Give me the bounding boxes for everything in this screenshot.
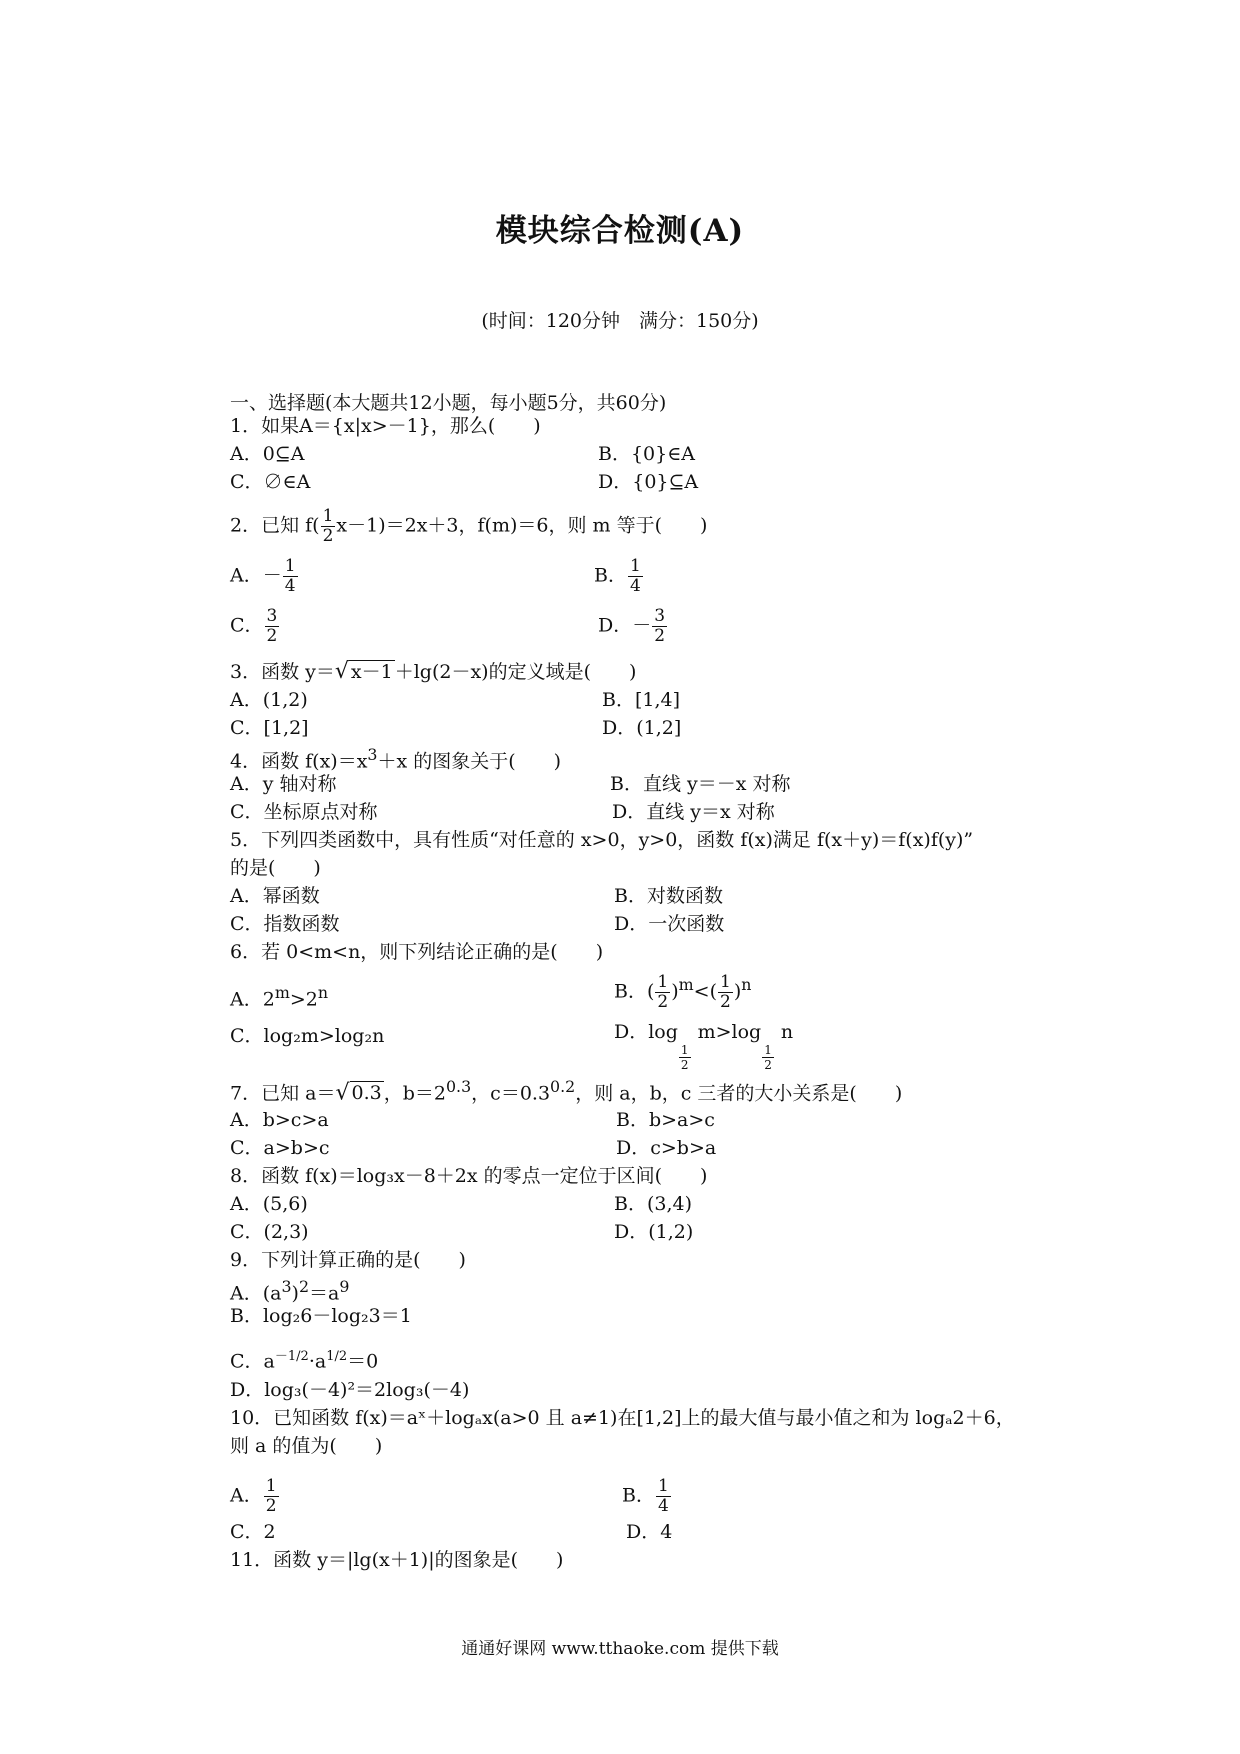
option-label: A．－ bbox=[230, 564, 282, 587]
option-text: <( bbox=[693, 980, 717, 1003]
question-9-option-a bbox=[230, 1278, 349, 1304]
question-2-option-b bbox=[594, 558, 644, 595]
option-label: B． bbox=[594, 564, 627, 587]
question-10-stem-line-2: 则 a 的值为( ) bbox=[230, 1435, 383, 1457]
question-2-option-d bbox=[598, 608, 668, 645]
question-5-option-d: D．一次函数 bbox=[614, 913, 725, 935]
question-8-stem: 8．函数 f(x)＝log₃x－8＋2x 的零点一定位于区间( ) bbox=[230, 1165, 708, 1187]
fraction-denominator: 2 bbox=[680, 1058, 689, 1072]
question-3-option-c: C．[1,2] bbox=[230, 717, 309, 739]
question-4-option-a: A．y 轴对称 bbox=[230, 773, 337, 795]
question-1-stem: 1．如果A＝{x|x>－1}，那么( ) bbox=[230, 415, 541, 437]
question-7-stem-pre: 7．已知 a＝ bbox=[230, 1082, 336, 1105]
paren: ) bbox=[733, 980, 742, 1003]
log-base-fraction bbox=[762, 1044, 774, 1071]
question-3-stem-post: ＋lg(2－x)的定义域是( ) bbox=[394, 661, 637, 683]
option-text: ·a bbox=[308, 1350, 327, 1373]
fraction bbox=[655, 974, 670, 1011]
log-base-fraction bbox=[679, 1044, 691, 1071]
question-9-stem: 9．下列计算正确的是( ) bbox=[230, 1249, 466, 1271]
question-7-stem-text: ，b＝2 bbox=[383, 1082, 446, 1105]
option-text: C．a bbox=[230, 1350, 275, 1373]
fraction bbox=[628, 558, 643, 595]
question-4-option-b: B．直线 y＝－x 对称 bbox=[610, 773, 791, 795]
question-3-option-b: B．[1,4] bbox=[602, 689, 681, 711]
fraction-numerator: 1 bbox=[629, 556, 641, 576]
section-heading: 一、选择题(本大题共12小题，每小题5分，共60分) bbox=[230, 392, 667, 414]
fraction-numerator: 1 bbox=[322, 506, 334, 526]
question-3-stem bbox=[230, 660, 636, 684]
exponent: 3 bbox=[281, 1277, 292, 1296]
question-7-stem-post: ，则 a，b，c 三者的大小关系是( ) bbox=[575, 1082, 903, 1105]
option-text: ) bbox=[291, 1282, 299, 1305]
question-10-option-c: C．2 bbox=[230, 1521, 276, 1543]
exponent: n bbox=[741, 975, 752, 995]
fraction-denominator: 4 bbox=[284, 576, 296, 596]
option-text: >2 bbox=[289, 988, 318, 1011]
fraction-numerator: 3 bbox=[266, 606, 278, 626]
fraction-numerator: 1 bbox=[657, 1476, 669, 1496]
fraction-denominator: 2 bbox=[657, 992, 669, 1012]
question-9-option-d: D．log₃(－4)²＝2log₃(－4) bbox=[230, 1379, 470, 1401]
question-10-option-b bbox=[622, 1478, 672, 1515]
question-8-option-d: D．(1,2) bbox=[614, 1221, 694, 1243]
question-7-option-a: A．b>c>a bbox=[230, 1109, 329, 1131]
question-10-option-a bbox=[230, 1478, 280, 1515]
fraction-numerator: 1 bbox=[720, 972, 731, 992]
fraction bbox=[652, 608, 667, 645]
question-4-stem-pre: 4．函数 f(x)＝x bbox=[230, 750, 368, 773]
option-text: A．2 bbox=[230, 988, 275, 1011]
fraction-numerator: 1 bbox=[657, 972, 669, 992]
exponent: m bbox=[678, 975, 694, 995]
question-2-stem bbox=[230, 508, 707, 545]
question-9-option-b: B．log₂6－log₂3＝1 bbox=[230, 1305, 412, 1327]
fraction-denominator: 2 bbox=[654, 626, 666, 646]
question-2-stem-pre: 2．已知 f( bbox=[230, 514, 320, 537]
question-8-option-b: B．(3,4) bbox=[614, 1193, 693, 1215]
question-5-option-a: A．幂函数 bbox=[230, 885, 320, 907]
exam-info: (时间：120分钟 满分：150分) bbox=[481, 310, 759, 332]
option-text: m>log bbox=[691, 1021, 762, 1043]
question-7-option-d: D．c>b>a bbox=[616, 1137, 717, 1159]
fraction-denominator: 2 bbox=[266, 626, 278, 646]
exponent: m bbox=[274, 983, 290, 1002]
question-8-option-a: A．(5,6) bbox=[230, 1193, 308, 1215]
option-text: n bbox=[774, 1021, 794, 1043]
question-6-option-c: C．log₂m>log₂n bbox=[230, 1025, 385, 1047]
question-3-option-d: D．(1,2] bbox=[602, 717, 682, 739]
fraction bbox=[718, 974, 733, 1011]
option-text: ＝0 bbox=[347, 1350, 379, 1373]
fraction-denominator: 4 bbox=[629, 576, 641, 596]
question-7-option-b: B．b>a>c bbox=[616, 1109, 715, 1131]
question-6-option-b bbox=[614, 974, 751, 1011]
question-6-stem: 6．若 0<m<n，则下列结论正确的是( ) bbox=[230, 941, 604, 963]
fraction-numerator: 1 bbox=[764, 1043, 772, 1057]
question-2-stem-post: x－1)＝2x＋3，f(m)＝6，则 m 等于( ) bbox=[336, 514, 708, 537]
exponent: 9 bbox=[339, 1277, 350, 1296]
fraction-denominator: 2 bbox=[764, 1058, 772, 1072]
radical-sign: √ bbox=[335, 1080, 350, 1106]
fraction bbox=[656, 1478, 671, 1515]
question-4-stem-post: ＋x 的图象关于( ) bbox=[377, 750, 562, 773]
exponent: n bbox=[317, 983, 329, 1002]
fraction bbox=[264, 1478, 279, 1515]
question-3-stem-pre: 3．函数 y＝ bbox=[230, 661, 335, 683]
exponent: 3 bbox=[367, 745, 378, 764]
question-3-option-a: A．(1,2) bbox=[230, 689, 308, 711]
option-label: A． bbox=[230, 1484, 263, 1507]
question-4-option-c: C．坐标原点对称 bbox=[230, 801, 378, 823]
fraction-numerator: 1 bbox=[680, 1043, 689, 1057]
question-4-option-d: D．直线 y＝x 对称 bbox=[612, 801, 775, 823]
page-title: 模块综合检测(A) bbox=[495, 213, 745, 249]
question-7-stem bbox=[230, 1078, 902, 1106]
question-9-option-c bbox=[230, 1350, 378, 1372]
question-11-stem: 11．函数 y＝|lg(x＋1)|的图象是( ) bbox=[230, 1549, 564, 1571]
question-10-stem-line-1: 10．已知函数 f(x)＝aˣ＋logₐx(a>0 且 a≠1)在[1,2]上的最大值与最小值之和为 logₐ2＋6， bbox=[230, 1407, 1015, 1429]
question-7-option-c: C．a>b>c bbox=[230, 1137, 330, 1159]
question-1-option-d: D．{0}⊆A bbox=[598, 471, 699, 493]
option-label: B． bbox=[622, 1484, 655, 1507]
question-1-option-c: C．∅∈A bbox=[230, 471, 311, 493]
exponent: 0.2 bbox=[550, 1077, 576, 1096]
question-7-stem-text: ，c＝0.3 bbox=[471, 1082, 551, 1105]
fraction-numerator: 3 bbox=[654, 606, 666, 626]
question-5-stem-line-1: 5．下列四类函数中，具有性质“对任意的 x>0，y>0，函数 f(x)满足 f(x＋y)＝f(x)f(y)” bbox=[230, 829, 974, 851]
paren: ( bbox=[646, 980, 655, 1003]
exponent: －1/2 bbox=[274, 1349, 309, 1364]
option-label: C． bbox=[230, 614, 264, 637]
option-label: D．－ bbox=[598, 614, 652, 637]
radicand: 0.3 bbox=[351, 1082, 382, 1105]
option-text: ＝a bbox=[309, 1282, 340, 1305]
fraction bbox=[265, 608, 280, 645]
question-6-option-d bbox=[614, 1022, 793, 1071]
fraction bbox=[321, 508, 336, 545]
exponent: 1/2 bbox=[326, 1349, 348, 1364]
question-5-stem-line-2: 的是( ) bbox=[230, 857, 321, 879]
question-6-option-a bbox=[230, 984, 328, 1010]
fraction-numerator: 1 bbox=[265, 1476, 277, 1496]
question-4-stem bbox=[230, 746, 561, 772]
question-1-option-a: A．0⊆A bbox=[230, 443, 305, 465]
radicand: x－1 bbox=[350, 661, 393, 683]
fraction-numerator: 1 bbox=[284, 556, 296, 576]
exponent: 0.3 bbox=[445, 1077, 472, 1096]
option-text: D．log bbox=[614, 1021, 678, 1043]
fraction-denominator: 2 bbox=[720, 992, 731, 1012]
paren: ) bbox=[671, 980, 679, 1003]
question-5-option-b: B．对数函数 bbox=[614, 885, 723, 907]
fraction bbox=[283, 558, 298, 595]
fraction-denominator: 2 bbox=[322, 526, 334, 546]
question-8-option-c: C．(2,3) bbox=[230, 1221, 309, 1243]
question-1-option-b: B．{0}∈A bbox=[598, 443, 696, 465]
fraction-denominator: 4 bbox=[657, 1496, 669, 1516]
question-5-option-c: C．指数函数 bbox=[230, 913, 340, 935]
exponent: 2 bbox=[298, 1277, 310, 1296]
question-10-option-d: D．4 bbox=[626, 1521, 673, 1543]
option-text: A．(a bbox=[230, 1282, 282, 1305]
radical-sign: √ bbox=[334, 659, 349, 684]
fraction-denominator: 2 bbox=[265, 1496, 277, 1516]
option-label: B． bbox=[614, 980, 647, 1003]
question-2-option-c bbox=[230, 608, 280, 645]
question-2-option-a bbox=[230, 558, 299, 595]
footer-source: 通通好课网 www.tthaoke.com 提供下载 bbox=[461, 1639, 779, 1659]
